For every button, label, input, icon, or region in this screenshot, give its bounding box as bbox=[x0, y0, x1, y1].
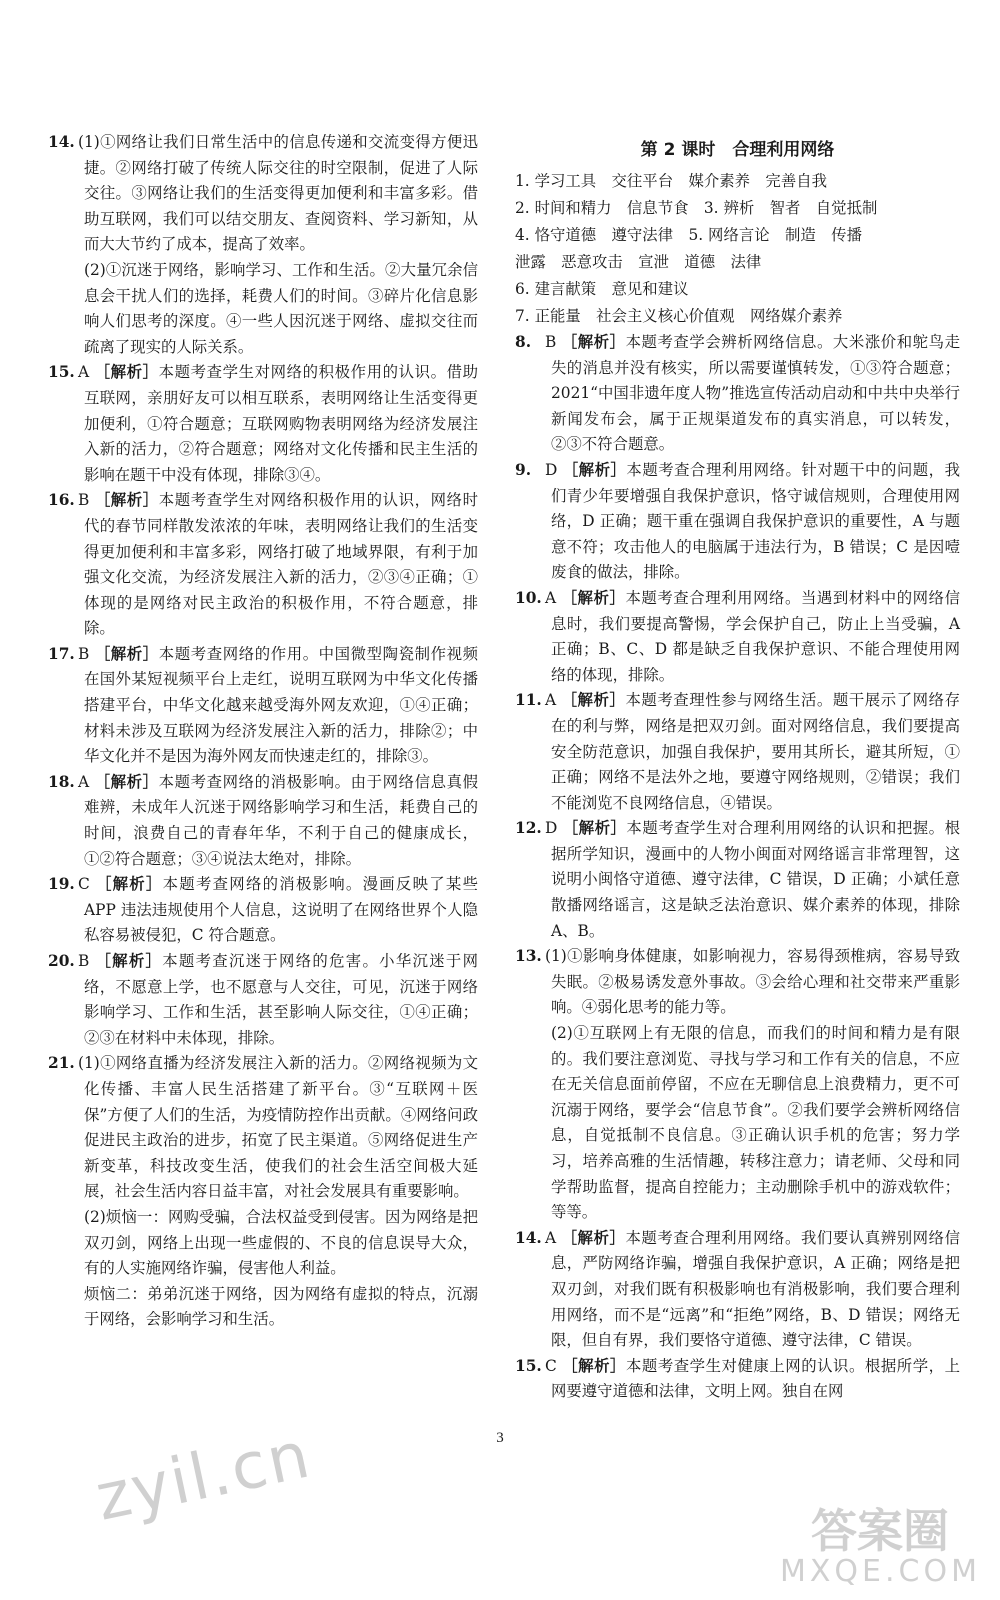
answer-15: 15. A ［解析］本题考查学生对网络的积极作用的认识。借助互联网，亲朋好友可以相互联系，表明网络让生活变得更加便利，①符合题意；互联网购物表明网络为经济发展注入新的活力，②符合题意；网络对文化传播和民主生活的影响在题干中没有体现，排除③④。 bbox=[48, 363, 478, 484]
answer-13: 13. (1)①影响身体健康，如影响视力，容易得颈椎病，容易导致失眠。②极易诱发意外事故。③会给心理和社交带来严重影响。④弱化思考的能力等。 bbox=[515, 947, 960, 1017]
answer-13-part2: (2)①互联网上有无限的信息，而我们的时间和精力是有限的。我们要注意浏览、寻找与学习和工作有关的信息，不应在无关信息面前停留，不应在无聊信息上浪费精力，更不可沉溺于网络，要学会“信息节食”。②我们要学会辨析网络信息，自觉抵制不良信息。③正确认识手机的危害；努力学习，培养高雅的生活情趣，转移注意力；请老师、父母和同学帮助监督，提高自控能力；主动删除手机中的游戏软件；等等。 bbox=[551, 1024, 960, 1222]
answer-12: 12. D ［解析］本题考查学生对合理利用网络的认识和把握。根据所学知识，漫画中的人物小闽面对网络谣言非常理智，这说明小闽恪守道德、遵守法律，C 错误，D 正确；小斌任意散播网络谣言，这是缺乏法治意识、媒介素养的体现，排除 A、B。 bbox=[515, 819, 960, 940]
answer-21-part2: (2)烦恼一：网购受骗，合法权益受到侵害。因为网络是把双刃剑，网络上出现一些虚假的、不良的信息误导大众，有的人实施网络诈骗，侵害他人利益。 bbox=[84, 1207, 478, 1278]
answer-21-part3: 烦恼二：弟弟沉迷于网络，因为网络有虚拟的特点，沉溺于网络，会影响学习和生活。 bbox=[84, 1284, 478, 1329]
answer-19: 19. C ［解析］本题考查网络的消极影响。漫画反映了某些 APP 违法违规使用个人信息，这说明了在网络世界个人隐私容易被侵犯，C 符合题意。 bbox=[48, 875, 478, 945]
answer-8: 8. B ［解析］本题考查学会辨析网络信息。大米涨价和鸵鸟走失的消息并没有核实，所以需要谨慎转发，①③符合题意；2021“中国非遗年度人物”推选宣传活动启动和中共中央举行新闻发布会，属于正规渠道发布的真实消息，可以转发，②③不符合题意。 bbox=[515, 333, 960, 454]
fill-line-6: 7. 正能量 社会主义核心价值观 网络媒介素养 bbox=[515, 307, 843, 325]
answer-9: 9. D ［解析］本题考查合理利用网络。针对题干中的问题，我们青少年要增强自我保护意识，恪守诚信规则，合理使用网络，D 正确；题干重在强调自我保护意识的重要性，A 与题意不符；攻击他人的电脑属于违法行为，B 错误；C 是因噎废食的做法，排除。 bbox=[515, 460, 960, 582]
left-column bbox=[48, 130, 478, 1333]
answer-15-right: 15. C ［解析］本题考查学生对健康上网的认识。根据所学，上网要遵守道德和法律，文明上网。独自在网 bbox=[515, 1356, 960, 1401]
watermark-mxqe-domain: MXQE.COM bbox=[780, 1554, 981, 1589]
answer-18: 18. A ［解析］本题考查网络的消极影响。由于网络信息真假难辨，未成年人沉迷于网络影响学习和生活，耗费自己的时间，浪费自己的青春年华，不利于自己的健康成长，①②符合题意；③④说法太绝对，排除。 bbox=[48, 772, 478, 868]
answer-14: 14. (1)①网络让我们日常生活中的信息传递和交流变得方便迅捷。②网络打破了传统人际交往的时空限制，促进了人际交往。③网络让我们的生活变得更加便利和丰富多彩。借助互联网，我们可以结交朋友、查阅资料、学习新知，从而大大节约了成本，提高了效率。 bbox=[48, 133, 478, 254]
answer-16: 16. B ［解析］本题考查学生对网络积极作用的认识，网络时代的春节同样散发浓浓的年味，表明网络让我们的生活变得更加便利和丰富多彩，网络打破了地域界限，有利于加强文化交流，为经济发展注入新的活力，②③④正确；①体现的是网络对民主政治的积极作用，不符合题意，排除。 bbox=[48, 491, 478, 638]
watermark-zyil: zyil.cn bbox=[89, 1418, 318, 1536]
page-number: 3 bbox=[496, 1430, 504, 1446]
answer-14-right: 14. A ［解析］本题考查合理利用网络。我们要认真辨别网络信息，严防网络诈骗，增强自我保护意识，A 正确；网络是把双刃剑，对我们既有积极影响也有消极影响，我们要合理利用网络，而不是“远离”和“拒绝”网络，B、D 错误；网络无限，但自有界，我们要恪守道德、遵守法律，C 错误。 bbox=[515, 1228, 960, 1350]
answer-11: 11. A ［解析］本题考查理性参与网络生活。题干展示了网络存在的利与弊，网络是把双刃剑。面对网络信息，我们要提高安全防范意识，加强自我保护，要用其所长，避其所短，①正确；网络不是法外之地，要遵守网络规则，②错误；我们不能浏览不良网络信息，④错误。 bbox=[515, 691, 960, 812]
right-column bbox=[515, 130, 960, 1405]
section-title: 第 2 课时 合理利用网络 bbox=[640, 140, 835, 160]
answer-17: 17. B ［解析］本题考查网络的作用。中国微型陶瓷制作视频在国外某短视频平台上走红，说明互联网为中华文化传播搭建平台，中华文化越来越受海外网友欢迎，①④正确；材料未涉及互联网为经济发展注入新的活力，排除②；中华文化并不是因为海外网友而快速走红的，排除③。 bbox=[48, 644, 478, 766]
fill-line-3: 4. 恪守道德 遵守法律 5. 网络言论 制造 传播 bbox=[515, 226, 862, 244]
fill-line-1: 1. 学习工具 交往平台 媒介素养 完善自我 bbox=[515, 172, 827, 190]
answer-14-part2: (2)①沉迷于网络，影响学习、工作和生活。②大量冗余信息会干扰人们的选择，耗费人们的时间。③碎片化信息影响人们思考的深度。④一些人因沉迷于网络、虚拟交往而疏离了现实的人际关系。 bbox=[84, 260, 478, 356]
fill-line-4: 泄露 恶意攻击 宣泄 道德 法律 bbox=[515, 253, 762, 271]
answer-21: 21. (1)①网络直播为经济发展注入新的活力。②网络视频为文化传播、丰富人民生活搭建了新平台。③“互联网＋医保”方便了人们的生活，为疫情防控作出贡献。④网络问政促进民主政治的进步，拓宽了民主渠道。⑤网络促进生产新变革，科技改变生活，使我们的社会生活空间极大延展，社会生活内容日益丰富，对社会发展具有重要影响。 bbox=[48, 1054, 478, 1201]
answer-20: 20. B ［解析］本题考查沉迷于网络的危害。小华沉迷于网络，不愿意上学，也不愿意与人交往，可见，沉迷于网络影响学习、工作和生活，甚至影响人际交往，①④正确；②③在材料中未体现，排除。 bbox=[48, 952, 478, 1047]
answer-10: 10. A ［解析］本题考查合理利用网络。当遇到材料中的网络信息时，我们要提高警惕，学会保护自己，防止上当受骗，A 正确；B、C、D 都是缺乏自我保护意识、不能合理使用网络的体现，排除。 bbox=[515, 588, 960, 684]
watermark-mxqe-title: 答案圈 bbox=[811, 1504, 949, 1558]
watermark-mxqe bbox=[780, 1505, 980, 1595]
fill-line-5: 6. 建言献策 意见和建议 bbox=[515, 280, 689, 298]
fill-line-2: 2. 时间和精力 信息节食 3. 辨析 智者 自觉抵制 bbox=[515, 199, 878, 217]
